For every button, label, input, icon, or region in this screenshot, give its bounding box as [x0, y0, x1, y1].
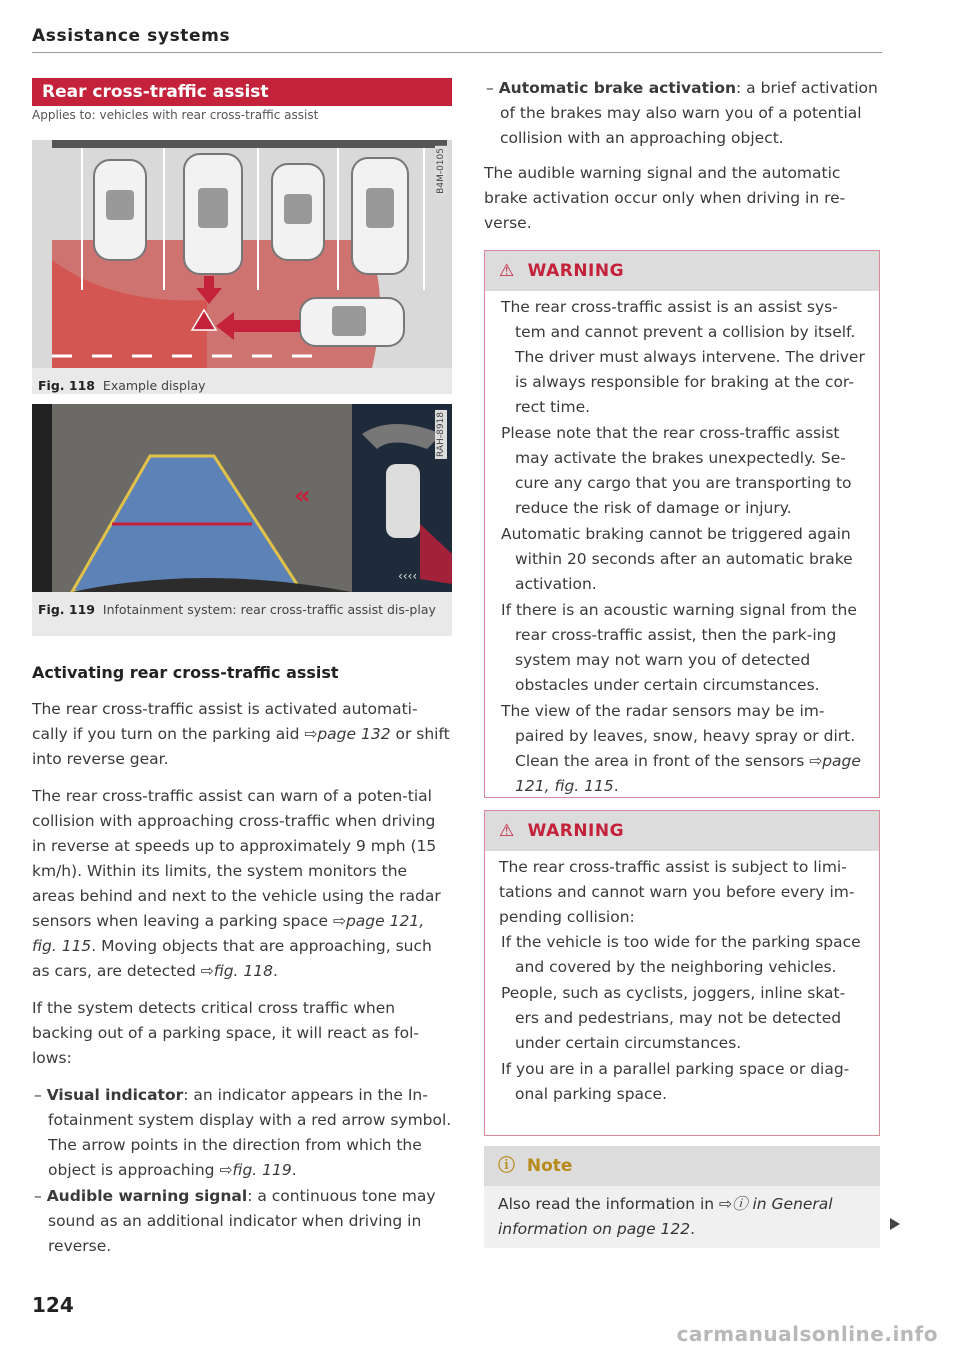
- warning-body: [485, 851, 879, 1114]
- right-column: [484, 76, 880, 248]
- paragraph: [32, 697, 452, 772]
- term: Visual indicator: [46, 1086, 184, 1104]
- page-ref[interactable]: ⇨page 121, fig. 115: [515, 752, 861, 795]
- warning-header: [485, 811, 879, 851]
- list-item: If the vehicle is too wide for the parking space and covered by the neighboring vehicles.: [501, 933, 861, 976]
- text: or shift into reverse gear.: [32, 725, 450, 768]
- figure-caption-text: Example display: [102, 378, 206, 393]
- page-ref[interactable]: ⇨page 132: [304, 725, 391, 743]
- figure-119: [32, 404, 452, 636]
- warning-icon: ⚠: [499, 261, 515, 281]
- note-title: Note: [526, 1156, 573, 1176]
- term: Audible warning signal: [46, 1187, 248, 1205]
- warning-box: [484, 250, 880, 798]
- paragraph: If the system detects critical cross traffic when backing out of a parking space, it will react as fol-lows:: [32, 999, 420, 1067]
- warning-header: [485, 251, 879, 291]
- figure-code: B4M-0105: [436, 148, 446, 194]
- svg-text:«: «: [294, 481, 311, 511]
- warning-intro: The rear cross-traffic assist is subject to limi-tations and cannot warn you before every im-pending collision:: [499, 858, 855, 926]
- list-item: People, such as cyclists, joggers, inline skat-ers and pedestrians, may not be detected under certain circumstances.: [501, 984, 846, 1052]
- paragraph: [32, 784, 452, 984]
- info-icon: ⓘ: [498, 1156, 515, 1176]
- svg-text:‹‹‹‹: ‹‹‹‹: [398, 569, 418, 583]
- list-item: Please note that the rear cross-traffic assist may activate the brakes unexpectedly. Se-cure any cargo that you are transporting to reduce the risk of damage or injury.: [501, 424, 852, 517]
- section-heading: Activating rear cross-traffic assist: [32, 663, 339, 682]
- text: .: [273, 962, 278, 980]
- list-item: The rear cross-traffic assist is an assist sys-tem and cannot prevent a collision by itself. The driver must always intervene. The driver is always responsible for braking at the cor-rect time.: [501, 298, 865, 416]
- page-title: Rear cross-traffic assist: [32, 78, 452, 106]
- text: : an indicator appears in the In-fotainment system display with a red arrow symbol. The arrow points in the direction from which the object is approaching: [48, 1086, 452, 1179]
- warning-body: [485, 291, 879, 806]
- continue-arrow-icon: [890, 1218, 900, 1230]
- text: .: [613, 777, 619, 795]
- figure-caption: [32, 372, 452, 400]
- figure-caption: [32, 596, 452, 624]
- text: .: [690, 1220, 696, 1238]
- term: Automatic brake activation: [498, 79, 737, 97]
- infotainment-display: [32, 404, 452, 592]
- section-header: Assistance systems: [32, 26, 231, 46]
- figure-code: RAH-8918: [436, 412, 446, 457]
- text: The rear cross-traffic assist is activated automati-cally if you turn on the parking aid: [32, 700, 418, 743]
- warning-title: WARNING: [527, 821, 625, 841]
- warning-box-2: [484, 810, 880, 1136]
- page-ref[interactable]: ⇨page 121, fig. 115: [32, 912, 425, 955]
- watermark: carmanualsonline.info: [676, 1322, 938, 1346]
- note-body: [484, 1186, 880, 1248]
- figure-label: Fig. 118: [38, 378, 95, 393]
- text: . Moving objects that are approaching, such as cars, are detected: [32, 937, 432, 980]
- text: .: [291, 1161, 297, 1179]
- page-number: 124: [32, 1293, 74, 1317]
- list-item: – Automatic brake activation: a brief activation of the brakes may also warn you of a potential collision with an approaching object.: [486, 79, 878, 147]
- figure-118: [32, 140, 452, 394]
- list-item: – Audible warning signal: a continuous tone may sound as an additional indicator when driving in reverse.: [34, 1187, 436, 1255]
- applies-to: Applies to: vehicles with rear cross-traffic assist: [32, 108, 319, 122]
- list-item: [499, 699, 865, 799]
- page-ref[interactable]: ⇨ⓘ in General information on page 122: [498, 1195, 833, 1238]
- warning-title: WARNING: [527, 261, 625, 281]
- figure-label: Fig. 119: [38, 602, 95, 617]
- reaction-list-cont: [484, 76, 880, 151]
- figure-caption-text: Infotainment system: rear cross-traffic assist dis-play: [102, 602, 436, 617]
- note-header: [484, 1146, 880, 1186]
- text: : a brief activation of the brakes may also warn you of a potential collision with an approaching object.: [500, 79, 878, 147]
- fig-ref[interactable]: ⇨fig. 118: [200, 962, 273, 980]
- note-box: [484, 1146, 880, 1248]
- warning-icon: ⚠: [499, 821, 515, 841]
- left-column: [32, 660, 452, 1260]
- list-item: Automatic braking cannot be triggered again within 20 seconds after an automatic brake activation.: [501, 525, 853, 593]
- list-item: If you are in a parallel parking space or diag-onal parking space.: [501, 1060, 850, 1103]
- parking-diagram: [32, 140, 452, 368]
- text: : a continuous tone may sound as an additional indicator when driving in reverse.: [48, 1187, 436, 1255]
- fig-ref[interactable]: ⇨fig. 119: [219, 1161, 292, 1179]
- header-divider: [32, 52, 882, 53]
- text: Also read the information in: [498, 1195, 720, 1213]
- text: The rear cross-traffic assist can warn of a poten-tial collision with approaching cross-traffic when driving in reverse at speeds up to approximately 9 mph (15 km/h). Within its limits, the system monitors the areas behind and next to the vehicle using the radar sensors when leaving a parking space: [32, 787, 441, 930]
- text: The view of the radar sensors may be im-paired by leaves, snow, heavy spray or dirt. Clean the area in front of the sensors: [501, 702, 856, 770]
- list-item: If there is an acoustic warning signal from the rear cross-traffic assist, then the park-ing system may not warn you of detected obstacles under certain circumstances.: [501, 601, 857, 694]
- paragraph: The audible warning signal and the automatic brake activation occur only when driving in re-verse.: [484, 164, 846, 232]
- list-item: – Visual indicator: an indicator appears in the In-fotainment system display with a red arrow symbol. The arrow points in the direction from which the object is approaching ⇨fig. 119.: [34, 1086, 452, 1179]
- reaction-list: [32, 1083, 452, 1259]
